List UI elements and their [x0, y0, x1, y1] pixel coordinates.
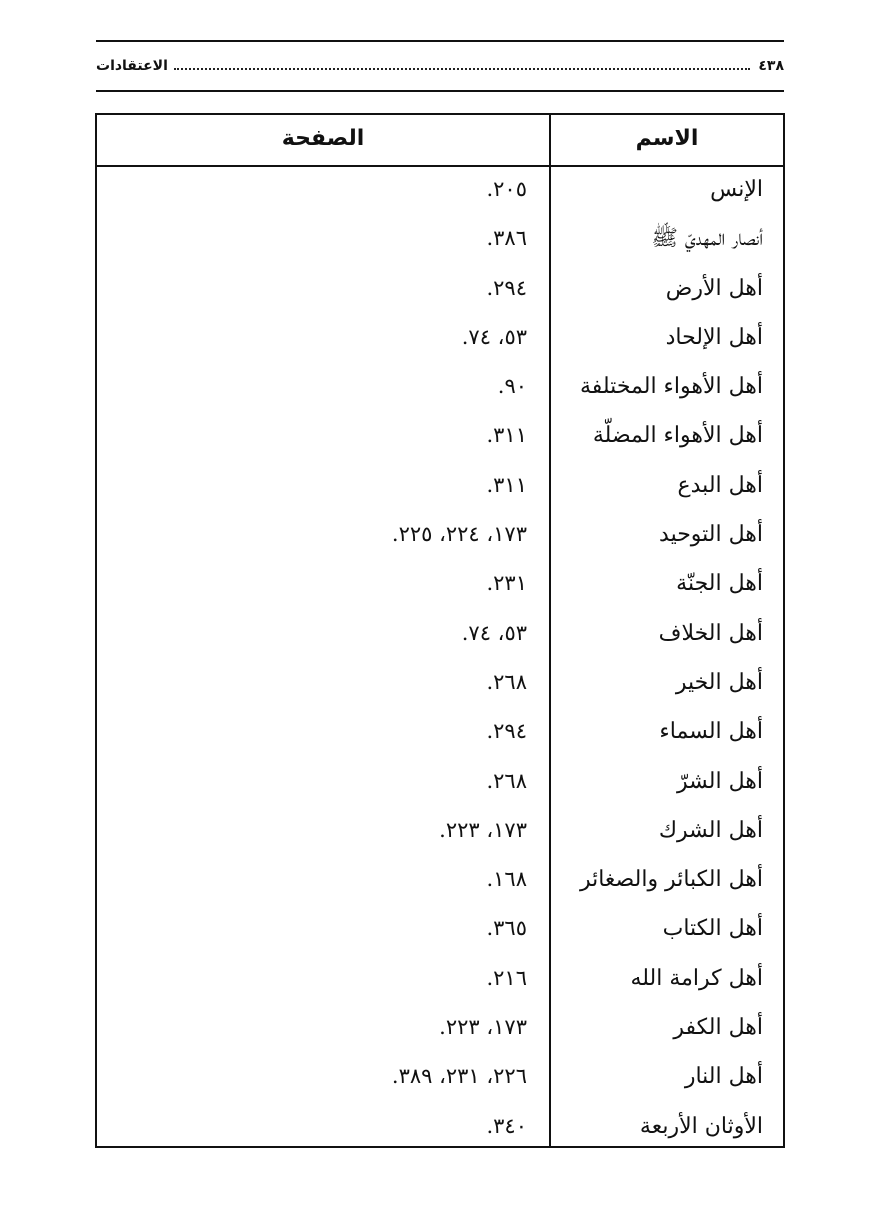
- entry-pages: ٥٣، ٧٤.: [461, 620, 527, 645]
- table-row: [97, 806, 783, 855]
- entry-pages: ٢٩٤.: [486, 719, 527, 744]
- entry-pages: ٢٣١.: [486, 571, 527, 596]
- entry-pages: ١٦٨.: [486, 867, 527, 892]
- names-index-table: [95, 113, 785, 1148]
- table-body: [97, 165, 783, 1151]
- table-row: [97, 904, 783, 953]
- entry-pages: ٢٠٥.: [486, 177, 527, 201]
- table-row: [97, 1052, 783, 1101]
- entry-pages: ٢١٦.: [486, 965, 527, 990]
- entry-name: أهل الإلحاد: [665, 324, 763, 350]
- entry-name: الإنس: [710, 177, 763, 202]
- table-row: [97, 510, 783, 559]
- entry-pages: ٢٦٨.: [486, 669, 527, 694]
- dot-leader: [174, 68, 750, 70]
- entry-name: أنصار المهديّ ﷺ: [651, 226, 763, 252]
- entry-name: أهل الشرك: [658, 817, 763, 843]
- running-header: [96, 40, 784, 92]
- table-row: [97, 1003, 783, 1052]
- table-row: [97, 954, 783, 1003]
- table-row: [97, 757, 783, 806]
- entry-pages: ٣٦٥.: [486, 916, 527, 941]
- entry-name: أهل الشرّ: [677, 768, 763, 794]
- entry-name: أهل البدع: [677, 472, 763, 498]
- table-row: [97, 411, 783, 460]
- entry-pages: ٣٤٠.: [486, 1113, 527, 1138]
- table-row: [97, 362, 783, 411]
- entry-pages: ٩٠.: [497, 374, 527, 399]
- entry-name: أهل الخير: [675, 669, 763, 695]
- entry-pages: ٢٦٨.: [486, 768, 527, 793]
- table-row: [97, 658, 783, 707]
- entry-name: أهل السماء: [659, 719, 763, 745]
- entry-name: أهل الأهواء المختلفة: [579, 374, 763, 400]
- entry-pages: ٢٢٦، ٢٣١، ٣٨٩.: [391, 1064, 527, 1089]
- table-row: [97, 313, 783, 362]
- entry-name: أهل النار: [684, 1064, 763, 1090]
- header-line: [96, 54, 784, 78]
- entry-pages: ٢٩٤.: [486, 275, 527, 300]
- table-row: [97, 609, 783, 658]
- entry-pages: ٥٣، ٧٤.: [461, 324, 527, 349]
- entry-name: أهل الأهواء المضلّة: [592, 423, 763, 449]
- entry-pages: ٣٨٦.: [486, 226, 527, 251]
- table-row: [97, 1102, 783, 1151]
- entry-pages: ١٧٣، ٢٢٤، ٢٢٥.: [391, 522, 527, 547]
- entry-pages: ٣١١.: [486, 423, 527, 448]
- entry-pages: ١٧٣، ٢٢٣.: [439, 1015, 527, 1040]
- entry-name: الأوثان الأربعة: [639, 1113, 763, 1139]
- entry-name: أهل الكفر: [673, 1015, 763, 1041]
- entry-name: أهل الكبائر والصغائر: [579, 867, 763, 893]
- entry-name: أهل الجنّة: [676, 571, 763, 597]
- entry-name: أهل الكتاب: [662, 916, 763, 942]
- entry-name: أهل التوحيد: [659, 522, 763, 548]
- column-header-pages: الصفحة: [281, 126, 365, 151]
- entry-name: أهل الخلاف: [658, 620, 763, 646]
- table-row: [97, 165, 783, 214]
- table-row: [97, 214, 783, 263]
- table-row: [97, 559, 783, 608]
- page-number: ٤٣٨: [758, 58, 784, 74]
- column-header-name: الاسم: [635, 126, 699, 151]
- table-header-row: [97, 115, 783, 167]
- entry-pages: ٣١١.: [486, 472, 527, 497]
- running-title: الاعتقادات: [96, 58, 168, 74]
- table-row: [97, 264, 783, 313]
- table-row: [97, 461, 783, 510]
- entry-pages: ١٧٣، ٢٢٣.: [439, 817, 527, 842]
- table-row: [97, 707, 783, 756]
- table-row: [97, 855, 783, 904]
- entry-name: أهل كرامة الله: [630, 965, 763, 991]
- entry-name: أهل الأرض: [665, 275, 763, 301]
